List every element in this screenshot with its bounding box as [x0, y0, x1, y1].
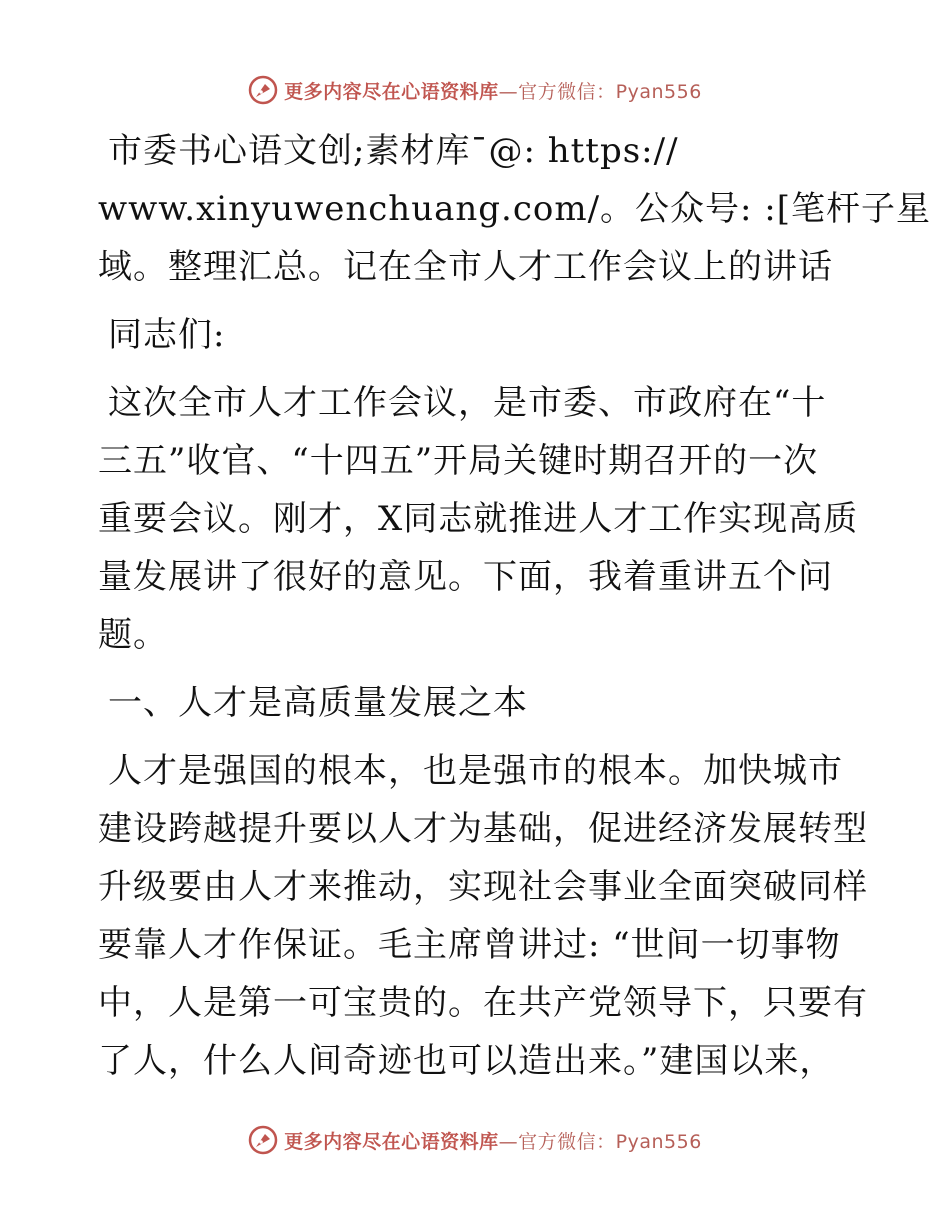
salutation	[98, 306, 850, 364]
header-paragraph	[98, 122, 932, 296]
body-line: 了人，什么人间奇迹也可以造出来。”建国以来，	[98, 1041, 835, 1081]
banner-wechat-text: 官方微信：Pyan556	[518, 1130, 702, 1153]
intro-paragraph	[98, 374, 859, 664]
intro-line: 重要会议。刚才，X同志就推进人才工作实现高质	[98, 499, 859, 539]
section-heading-line: 一、人才是高质量发展之本	[108, 683, 528, 723]
banner-separator: —	[498, 80, 519, 103]
banner-wechat-text: 官方微信：Pyan556	[518, 80, 702, 103]
banner-main-text: 更多内容尽在心语资料库	[284, 1130, 499, 1153]
pen-nib-logo-icon	[248, 75, 278, 105]
banner-main-text: 更多内容尽在心语资料库	[284, 80, 499, 103]
section-heading	[98, 674, 850, 732]
footer-banner	[0, 1120, 950, 1160]
banner-text	[284, 1127, 702, 1154]
body-line: 要靠人才作保证。毛主席曾讲过: “世间一切事物	[98, 925, 841, 965]
banner-text	[284, 77, 702, 104]
header-line: 域。整理汇总。记在全市人才工作会议上的讲话	[98, 247, 833, 287]
body-line: 升级要由人才来推动，实现社会事业全面突破同样	[98, 867, 868, 907]
body-line: 建设跨越提升要以人才为基础，促进经济发展转型	[98, 809, 868, 849]
body-line: 中，人是第一可宝贵的。在共产党领导下，只要有	[98, 983, 868, 1023]
header-banner	[0, 70, 950, 110]
intro-line: 量发展讲了很好的意见。下面，我着重讲五个问	[98, 557, 833, 597]
pen-nib-logo-icon	[248, 1125, 278, 1155]
header-line: 市委书心语文创;素材库¯@: https://	[108, 131, 679, 171]
banner-separator: —	[498, 1130, 519, 1153]
body-line: 人才是强国的根本，也是强市的根本。加快城市	[108, 751, 843, 791]
body-paragraph	[98, 742, 868, 1090]
document-body	[98, 122, 932, 1100]
intro-line: 三五”收官、“十四五”开局关键时期召开的一次	[98, 441, 819, 481]
salutation-line: 同志们:	[108, 315, 226, 355]
intro-line: 题。	[98, 615, 168, 655]
header-line: www.xinyuwenchuang.com/。公众号: :[笔杆子星	[98, 189, 932, 229]
intro-line: 这次全市人才工作会议，是市委、市政府在“十	[108, 383, 827, 423]
